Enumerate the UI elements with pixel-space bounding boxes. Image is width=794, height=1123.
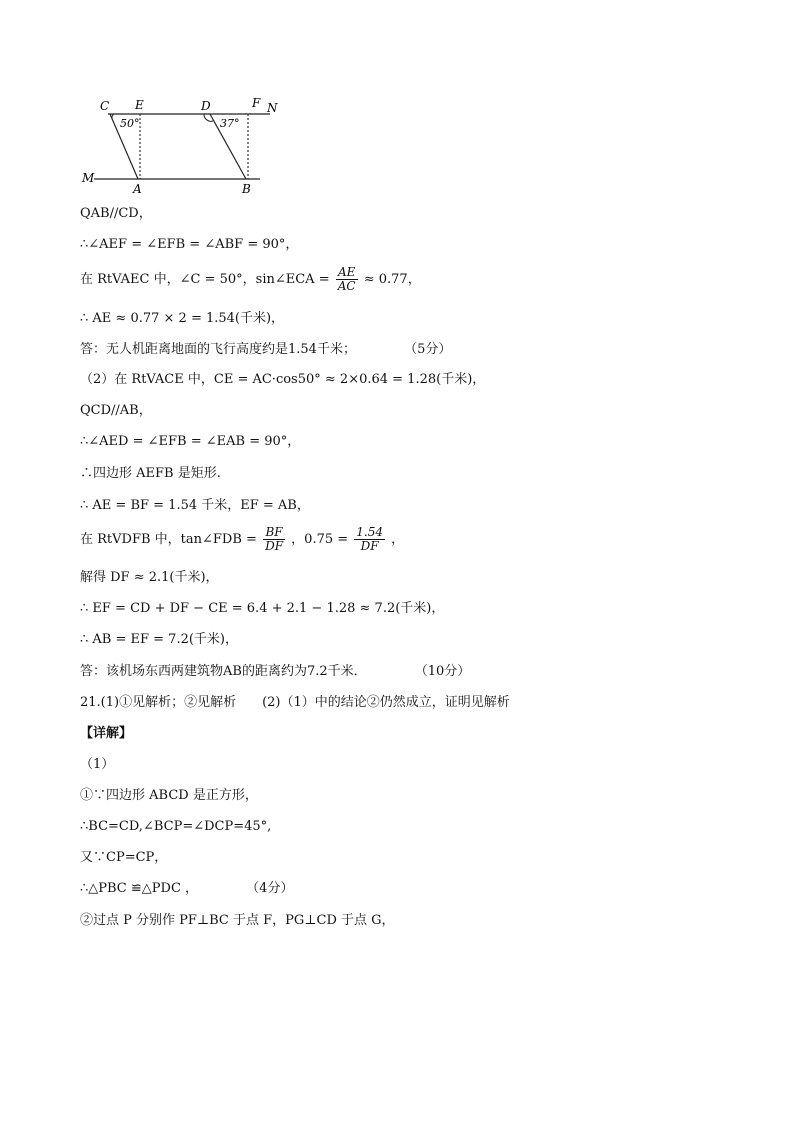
text-6: （2）在 RtVACE 中，CE = AC·cos50° ≈ 2×0.64 = 1.28(千米)， xyxy=(80,372,486,387)
line-12 xyxy=(80,569,219,587)
text-2: ∴∠AEF = ∠EFB = ∠ABF = 90°， xyxy=(80,237,299,252)
text-11-post: ， xyxy=(391,532,405,547)
text-18: （1） xyxy=(80,757,115,772)
text-13: ∴ EF = CD + DF − CE = 6.4 + 2.1 − 1.28 ≈ 7.2(千米)， xyxy=(80,601,445,616)
line-13 xyxy=(80,600,444,618)
line-2 xyxy=(80,236,298,254)
line-9 xyxy=(80,465,221,483)
label-a: A xyxy=(133,182,142,196)
text-20: ∴BC=CD,∠BCP=∠DCP=45°, xyxy=(80,819,272,834)
fraction-num: 1.54 xyxy=(356,525,384,539)
label-e: E xyxy=(135,98,144,112)
line-10 xyxy=(80,497,310,515)
label-f: F xyxy=(252,96,261,110)
text-15: 答：该机场东西两建筑物AB的距离约为7.2千米． xyxy=(80,664,367,679)
line-3 xyxy=(80,266,421,293)
fraction-num: BF xyxy=(263,526,285,540)
angle-c-label: 50° xyxy=(120,117,140,130)
line-18 xyxy=(80,756,114,774)
text-21: 又∵CP=CP， xyxy=(80,850,168,865)
angle-c-arc xyxy=(112,114,114,119)
line-23 xyxy=(80,912,395,930)
line-4 xyxy=(80,310,284,328)
fraction-den: DF xyxy=(360,539,379,553)
label-n: N xyxy=(267,101,278,115)
text-8: ∴∠AED = ∠EFB = ∠EAB = 90°， xyxy=(80,434,301,449)
line-22 xyxy=(80,880,293,898)
line-19 xyxy=(80,787,258,805)
label-d: D xyxy=(201,99,211,113)
line-20 xyxy=(80,818,271,836)
section-heading: 【详解】 xyxy=(80,726,133,741)
text-4: ∴ AE ≈ 0.77 × 2 = 1.54(千米)， xyxy=(80,311,285,326)
score-5: （5分） xyxy=(404,342,452,357)
label-m: M xyxy=(82,171,95,185)
label-c: C xyxy=(100,99,110,113)
fraction-154-df xyxy=(354,526,385,553)
text-11-pre: 在 RtVDFB 中，tan∠FDB = xyxy=(80,532,257,547)
angle-d-label: 37° xyxy=(220,117,240,130)
text-5: 答：无人机距离地面的飞行高度约是1.54千米； xyxy=(80,342,356,357)
text-3-post: ≈ 0.77， xyxy=(363,272,421,287)
line-11 xyxy=(80,526,404,553)
text-7: QCD//AB， xyxy=(80,403,152,418)
geometry-diagram xyxy=(78,92,278,198)
line-8 xyxy=(80,433,300,451)
text-1: QAB//CD， xyxy=(80,206,152,221)
line-14 xyxy=(80,631,238,649)
fraction-num: AE xyxy=(336,266,358,280)
line-1 xyxy=(80,205,152,223)
fraction-den: DF xyxy=(265,539,284,553)
fraction-ae-ac xyxy=(336,266,358,293)
geometry-figure xyxy=(78,92,278,198)
line-7 xyxy=(80,402,152,420)
text-11-mid: ，0.75 = xyxy=(291,532,349,547)
text-3-pre: 在 RtVAEC 中，∠C = 50°，sin∠ECA = xyxy=(80,272,330,287)
text-23: ②过点 P 分别作 PF⊥BC 于点 F，PG⊥CD 于点 G， xyxy=(80,913,395,928)
text-16: 21.(1)①见解析；②见解析 (2)（1）中的结论②仍然成立，证明见解析 xyxy=(80,695,510,710)
line-16 xyxy=(80,694,510,712)
text-10: ∴ AE = BF = 1.54 千米，EF = AB， xyxy=(80,498,310,513)
line-5 xyxy=(80,341,451,359)
label-b: B xyxy=(242,182,251,196)
score-10: （10分） xyxy=(414,664,471,679)
text-19: ①∵四边形 ABCD 是正方形， xyxy=(80,788,258,803)
score-4: （4分） xyxy=(246,881,294,896)
line-6 xyxy=(80,371,485,389)
text-12: 解得 DF ≈ 2.1(千米)， xyxy=(80,570,219,585)
line-21 xyxy=(80,849,167,867)
text-14: ∴ AB = EF = 7.2(千米)， xyxy=(80,632,238,647)
line-15 xyxy=(80,663,470,681)
text-22: ∴△PBC ≌△PDC ， xyxy=(80,881,199,896)
fraction-den: AC xyxy=(337,279,356,293)
text-9: ∴四边形 AEFB 是矩形. xyxy=(80,466,221,481)
line-17 xyxy=(80,725,132,743)
fraction-bf-df xyxy=(263,526,285,553)
